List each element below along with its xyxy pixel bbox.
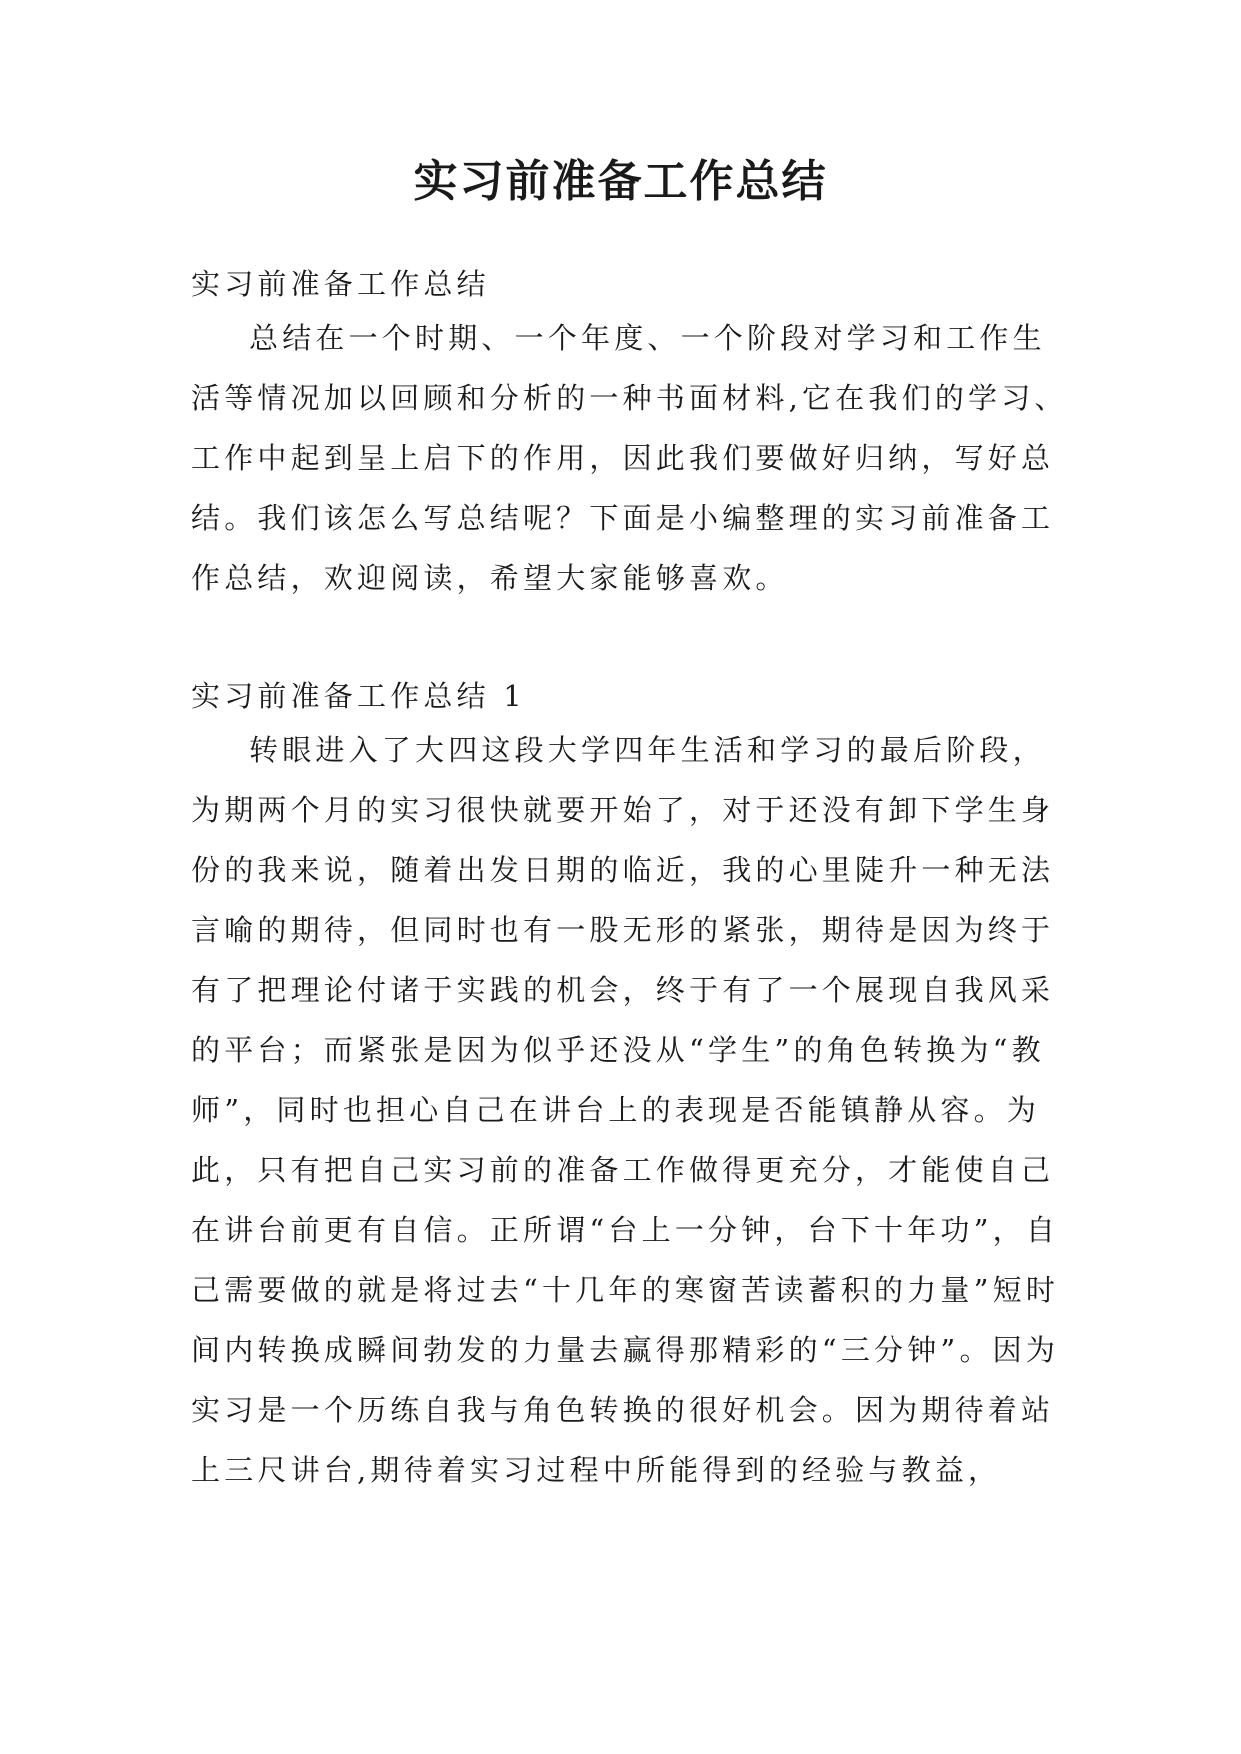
section1-paragraph-block	[191, 720, 1071, 1500]
section1-paragraph: 转眼进入了大四这段大学四年生活和学习的最后阶段，为期两个月的实习很快就要开始了，对于还没有卸下学生身份的我来说，随着出发日期的临近，我的心里陡升一种无法言喻的期待，但同时也有一股无形的紧张，期待是因为终于有了把理论付诸于实践的机会，终于有了一个展现自我风采的平台；而紧张是因为似乎还没从“学生”的角色转换为“教师”，同时也担心自己在讲台上的表现是否能镇静从容。为此，只有把自己实习前的准备工作做得更充分，才能使自己在讲台前更有自信。正所谓“台上一分钟，台下十年功”，自己需要做的就是将过去“十几年的寒窗苦读蓄积的力量”短时间内转换成瞬间勃发的力量去赢得那精彩的“三分钟”。因为实习是一个历练自我与角色转换的很好机会。因为期待着站上三尺讲台,期待着实习过程中所能得到的经验与教益，	[191, 733, 1060, 1487]
intro-paragraph-block	[191, 308, 1071, 608]
intro-paragraph: 总结在一个时期、一个年度、一个阶段对学习和工作生活等情况加以回顾和分析的一种书面材料,它在我们的学习、工作中起到呈上启下的作用，因此我们要做好归纳，写好总结。我们该怎么写总结呢？下面是小编整理的实习前准备工作总结，欢迎阅读，希望大家能够喜欢。	[191, 321, 1068, 595]
document-title: 实习前准备工作总结	[413, 156, 828, 207]
section1-heading: 实习前准备工作总结 1	[191, 679, 526, 713]
intro-heading: 实习前准备工作总结	[191, 267, 490, 301]
